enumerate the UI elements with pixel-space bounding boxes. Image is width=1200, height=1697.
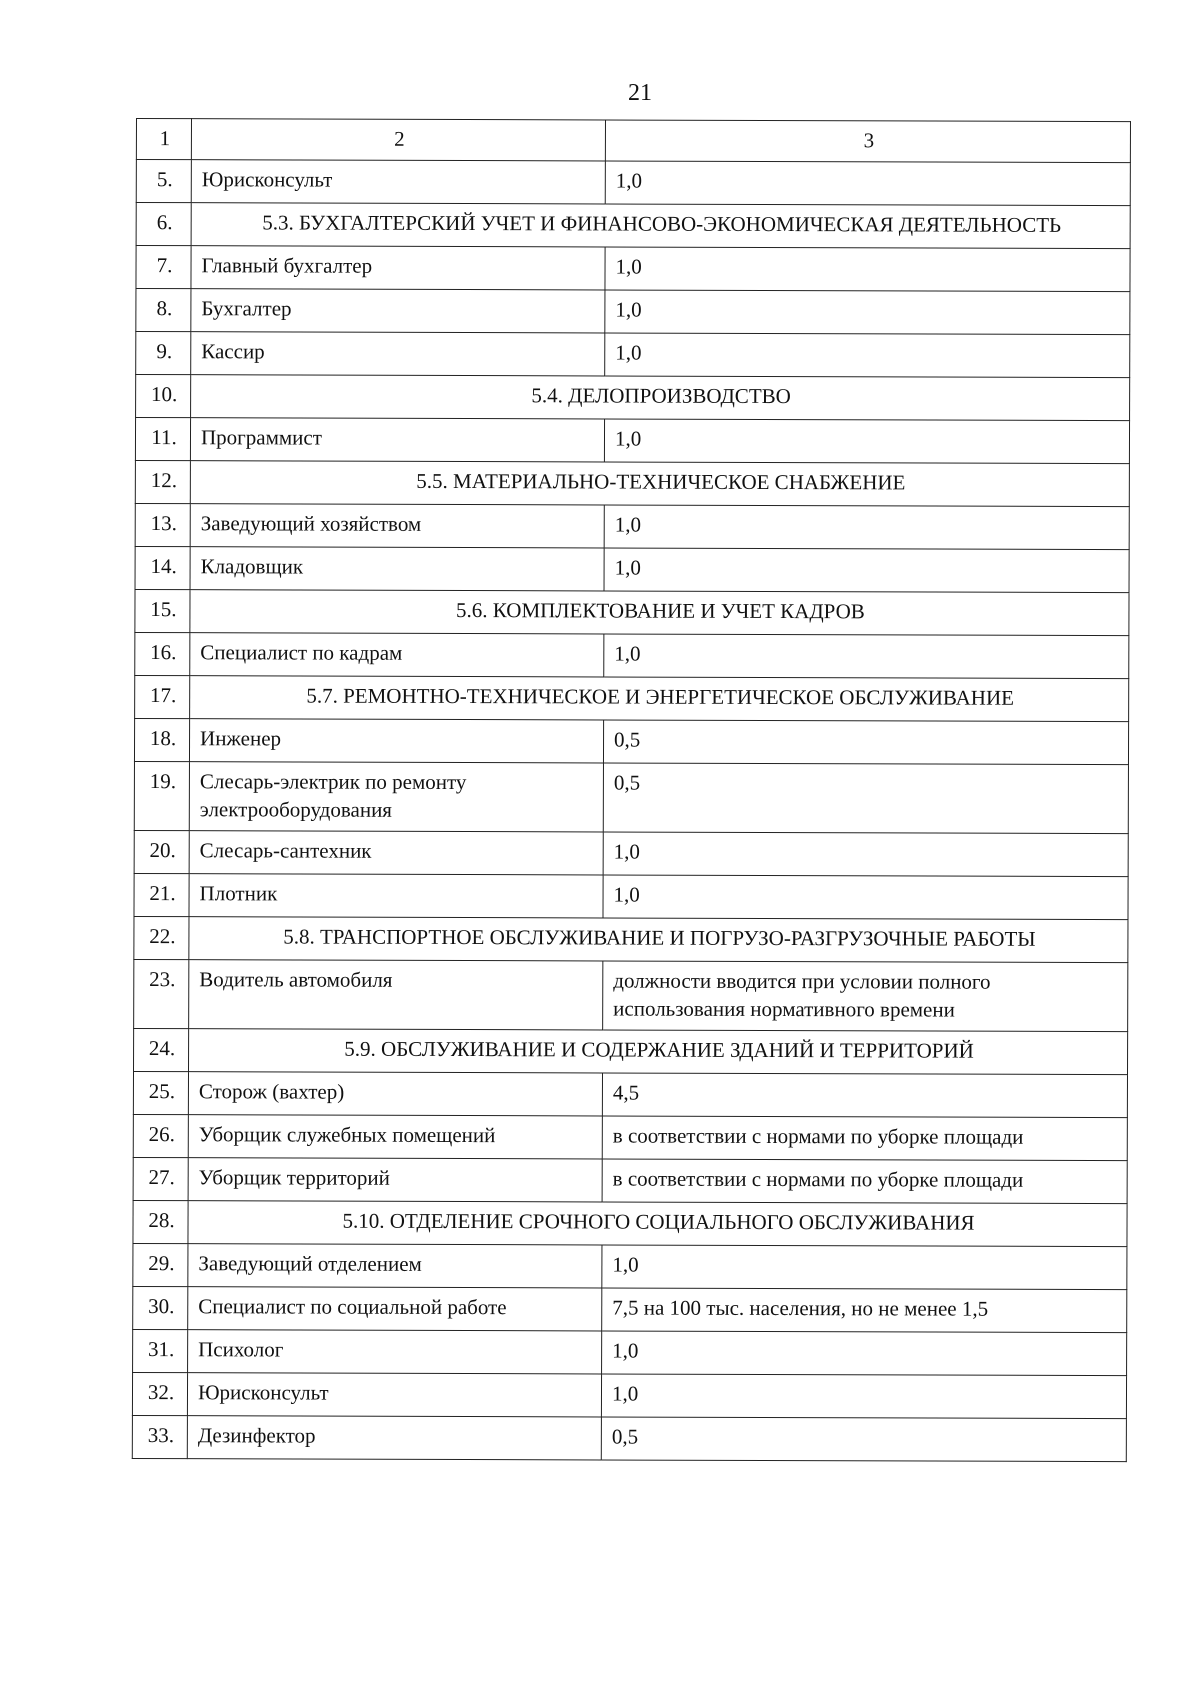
table-row — [135, 503, 1129, 549]
staff-units-value: 7,5 на 100 тыс. населения, но не менее 1,5 — [602, 1288, 1127, 1333]
staff-units-value: 0,5 — [603, 763, 1128, 834]
page-number: 21 — [628, 80, 652, 106]
row-number: 16. — [135, 632, 190, 675]
section-header-row — [136, 203, 1130, 249]
staff-units-value: 0,5 — [603, 720, 1128, 765]
section-title: 5.3. БУХГАЛТЕРСКИЙ УЧЕТ И ФИНАНСОВО-ЭКОНОМИЧЕСКАЯ ДЕЯТЕЛЬНОСТЬ — [191, 203, 1130, 249]
row-number: 9. — [136, 332, 191, 375]
position-name: Психолог — [188, 1330, 602, 1374]
section-title: 5.5. МАТЕРИАЛЬНО-ТЕХНИЧЕСКОЕ СНАБЖЕНИЕ — [190, 461, 1129, 507]
row-number: 13. — [135, 503, 190, 546]
section-title: 5.4. ДЕЛОПРОИЗВОДСТВО — [191, 375, 1130, 421]
staff-units-value: 1,0 — [604, 419, 1129, 464]
position-name: Программист — [190, 418, 604, 462]
position-name: Заведующий хозяйством — [190, 504, 604, 548]
position-name: Инженер — [189, 719, 603, 763]
header-col-3: 3 — [605, 120, 1130, 163]
staff-units-value: 1,0 — [604, 505, 1129, 550]
position-name: Кассир — [191, 332, 605, 376]
position-name: Юрисконсульт — [191, 160, 605, 204]
table-row — [133, 1243, 1127, 1289]
table-row — [135, 546, 1129, 592]
table-row — [134, 830, 1128, 876]
row-number: 22. — [134, 916, 189, 959]
row-number: 6. — [136, 203, 191, 246]
position-name: Водитель автомобиля — [189, 960, 603, 1030]
row-number: 33. — [132, 1415, 187, 1458]
staff-units-value: 1,0 — [604, 634, 1129, 679]
row-number: 32. — [132, 1372, 187, 1415]
section-header-row — [135, 675, 1129, 721]
section-header-row — [134, 916, 1128, 962]
row-number: 28. — [133, 1200, 188, 1243]
position-name: Слесарь-сантехник — [189, 831, 603, 875]
position-name: Уборщик служебных помещений — [188, 1115, 602, 1159]
position-name: Специалист по кадрам — [190, 633, 604, 677]
section-header-row — [136, 375, 1130, 421]
row-number: 19. — [134, 761, 189, 830]
position-name: Плотник — [189, 874, 603, 918]
position-name: Уборщик территорий — [188, 1158, 602, 1202]
section-header-row — [135, 460, 1129, 506]
staffing-table-body — [132, 119, 1130, 1462]
row-number: 26. — [133, 1114, 188, 1157]
header-col-2: 2 — [191, 119, 605, 161]
row-number: 15. — [135, 589, 190, 632]
staff-units-value: 1,0 — [602, 1245, 1127, 1290]
row-number: 14. — [135, 546, 190, 589]
section-header-row — [133, 1200, 1127, 1246]
row-number: 31. — [133, 1329, 188, 1372]
table-row — [133, 1071, 1127, 1117]
table-row — [134, 873, 1128, 919]
table-row — [135, 632, 1129, 678]
position-name: Дезинфектор — [187, 1416, 601, 1460]
staff-units-value: 1,0 — [601, 1374, 1126, 1419]
table-row — [136, 332, 1130, 378]
position-name: Юрисконсульт — [187, 1373, 601, 1417]
row-number: 7. — [136, 246, 191, 289]
table-row — [134, 959, 1128, 1031]
position-name: Слесарь-электрик по ремонту электрооборудования — [189, 762, 603, 832]
table-row — [135, 418, 1129, 464]
row-number: 25. — [133, 1071, 188, 1114]
staff-units-value: 1,0 — [605, 247, 1130, 292]
section-header-row — [135, 589, 1129, 635]
row-number: 27. — [133, 1157, 188, 1200]
row-number: 20. — [134, 830, 189, 873]
table-row — [133, 1329, 1127, 1375]
staff-units-value: 1,0 — [603, 832, 1128, 877]
position-name: Бухгалтер — [191, 289, 605, 333]
section-title: 5.9. ОБСЛУЖИВАНИЕ И СОДЕРЖАНИЕ ЗДАНИЙ И ТЕРРИТОРИЙ — [189, 1029, 1128, 1075]
row-number: 17. — [135, 675, 190, 718]
staff-units-value: 4,5 — [602, 1073, 1127, 1118]
position-name: Кладовщик — [190, 547, 604, 591]
table-row — [132, 1372, 1126, 1418]
section-title: 5.8. ТРАНСПОРТНОЕ ОБСЛУЖИВАНИЕ И ПОГРУЗО-РАЗГРУЗОЧНЫЕ РАБОТЫ — [189, 917, 1128, 963]
row-number: 5. — [136, 160, 191, 203]
staff-units-value: 1,0 — [604, 548, 1129, 593]
row-number: 8. — [136, 289, 191, 332]
staff-units-value: 1,0 — [603, 875, 1128, 920]
staffing-table — [132, 118, 1131, 1462]
table-row — [136, 246, 1130, 292]
row-number: 18. — [134, 718, 189, 761]
table-row — [132, 1415, 1126, 1461]
row-number: 21. — [134, 873, 189, 916]
table-row — [133, 1157, 1127, 1203]
table-header-row — [136, 119, 1130, 163]
position-name: Сторож (вахтер) — [188, 1072, 602, 1116]
row-number: 10. — [136, 375, 191, 418]
header-col-1: 1 — [136, 119, 191, 160]
table-row — [136, 160, 1130, 206]
section-header-row — [134, 1028, 1128, 1074]
table-row — [136, 289, 1130, 335]
position-name: Специалист по социальной работе — [188, 1287, 602, 1331]
section-title: 5.7. РЕМОНТНО-ТЕХНИЧЕСКОЕ И ЭНЕРГЕТИЧЕСКОЕ ОБСЛУЖИВАНИЕ — [190, 676, 1129, 722]
staff-units-value: 0,5 — [601, 1417, 1126, 1462]
staff-units-value: должности вводится при условии полного использования нормативного времени — [603, 961, 1128, 1032]
staff-units-value: в соответствии с нормами по уборке площади — [602, 1116, 1127, 1161]
table-row — [134, 718, 1128, 764]
position-name: Главный бухгалтер — [191, 246, 605, 290]
row-number: 30. — [133, 1286, 188, 1329]
row-number: 11. — [135, 418, 190, 461]
section-title: 5.6. КОМПЛЕКТОВАНИЕ И УЧЕТ КАДРОВ — [190, 590, 1129, 636]
staff-units-value: 1,0 — [605, 161, 1130, 206]
table-row — [134, 761, 1128, 833]
position-name: Заведующий отделением — [188, 1244, 602, 1288]
staff-units-value: 1,0 — [605, 333, 1130, 378]
row-number: 29. — [133, 1243, 188, 1286]
row-number: 24. — [134, 1028, 189, 1071]
row-number: 12. — [135, 460, 190, 503]
staff-units-value: 1,0 — [602, 1331, 1127, 1376]
table-row — [133, 1114, 1127, 1160]
section-title: 5.10. ОТДЕЛЕНИЕ СРОЧНОГО СОЦИАЛЬНОГО ОБСЛУЖИВАНИЯ — [188, 1201, 1127, 1247]
row-number: 23. — [134, 959, 189, 1028]
staff-units-value: 1,0 — [605, 290, 1130, 335]
table-row — [133, 1286, 1127, 1332]
staff-units-value: в соответствии с нормами по уборке площади — [602, 1159, 1127, 1204]
